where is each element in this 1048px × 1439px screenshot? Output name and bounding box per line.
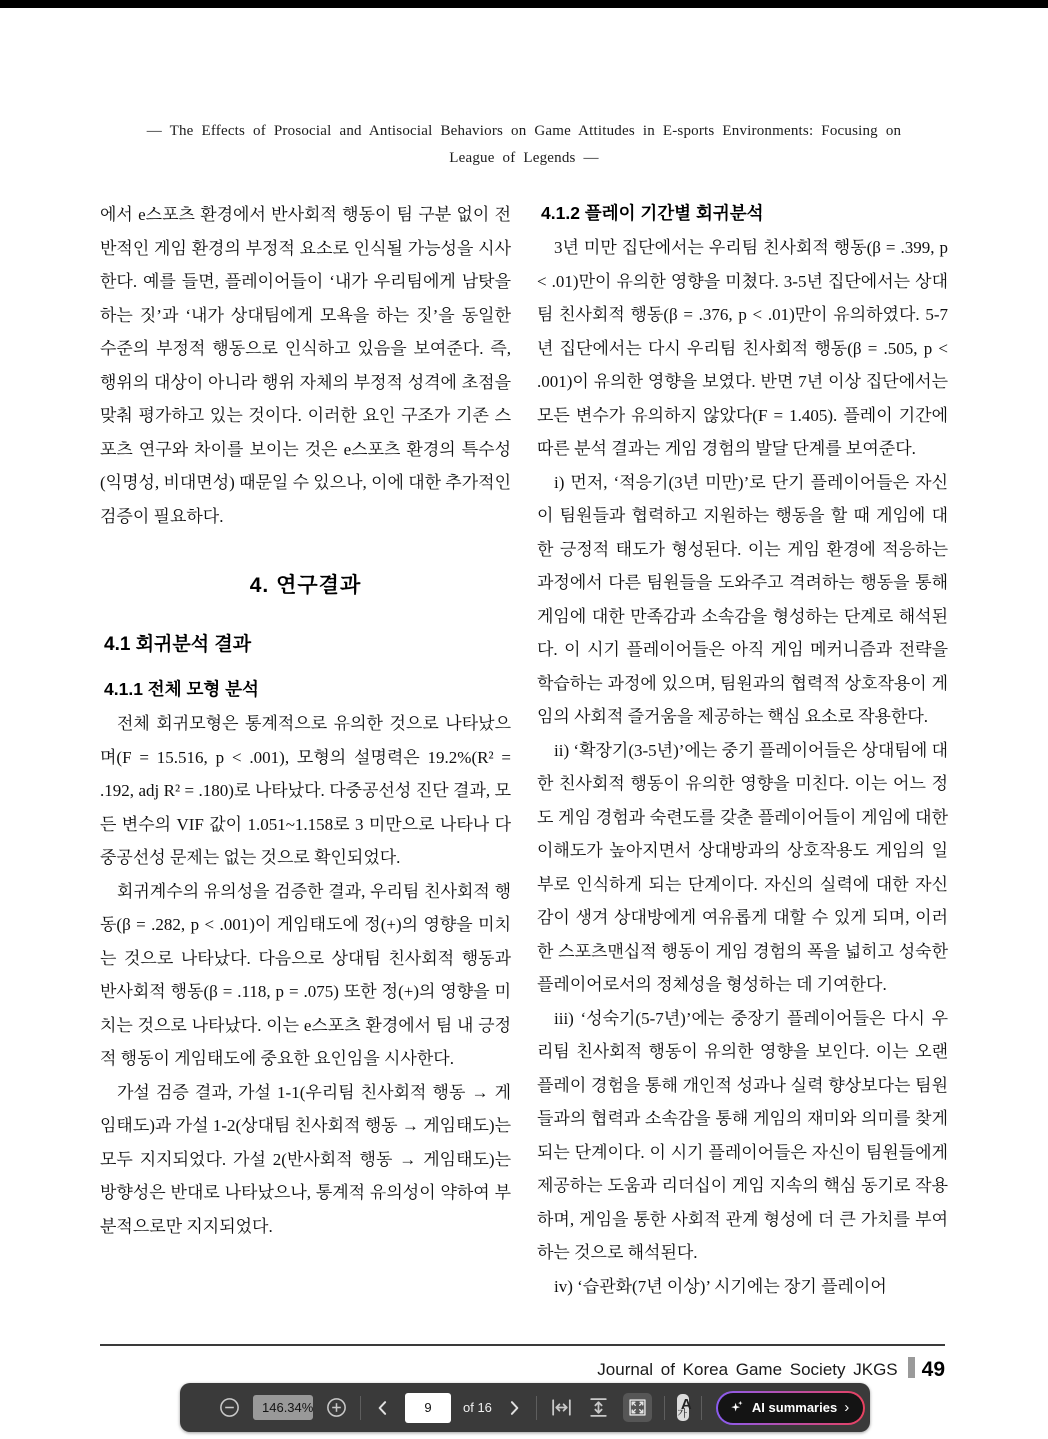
right-column bbox=[537, 198, 948, 1303]
footer-accent-bar bbox=[908, 1357, 915, 1378]
paragraph-full-model-1: 전체 회귀모형은 통계적으로 유의한 것으로 나타났으며(F = 15.516, p < .001), 모형의 설명력은 19.2%(R² = .192, adj R² = .180)로 나타났다. 다중공선성 진단 결과, 모든 변수의 VIF 값이 1.051~1.158로 3 미만으로 나타나 다중공선성 문제는 없는 것으로 확인되었다. bbox=[100, 714, 511, 867]
section-heading-results: 4. 연구결과 bbox=[249, 574, 362, 597]
toolbar-divider bbox=[701, 1396, 702, 1420]
running-head-line2: League of Legends — bbox=[449, 150, 599, 166]
paragraph-stage-habituation: iv) ‘습관화(7년 이상)’ 시기에는 장기 플레이어 bbox=[554, 1276, 887, 1296]
toolbar-divider bbox=[664, 1396, 665, 1420]
paragraph-stage-expansion: ii) ‘확장기(3-5년)’에는 중기 플레이어들은 상대팀에 대한 친사회적 행동이 유의한 영향을 미친다. 이는 어느 정도 게임 경험과 숙련도를 갖춘 플레이어들이 게임에 대한 이해도가 높아지면서 상대방과의 상호작용도 게임의 일부로 인식하게 되는 단계이다. 자신의 실력에 대한 자신감이 생겨 상대방에게 여유롭게 대할 수 있게 되며, 이러한 스포츠맨십적 행동이 게임 경험의 폭을 넓히고 성숙한 플레이어로서의 정체성을 형성하는 데 기여한다. bbox=[537, 740, 948, 994]
chevron-left-icon bbox=[373, 1398, 393, 1418]
page-number-input[interactable] bbox=[405, 1393, 451, 1423]
fit-height-icon bbox=[586, 1395, 611, 1420]
fit-width-button[interactable] bbox=[549, 1395, 574, 1420]
chevron-right-small-icon: › bbox=[844, 1399, 850, 1416]
toolbar-divider bbox=[536, 1396, 537, 1420]
left-column bbox=[100, 198, 511, 1303]
paragraph-period-results: 3년 미만 집단에서는 우리팀 친사회적 행동(β = .399, p < .01)만이 유의한 영향을 미쳤다. 3-5년 집단에서는 상대팀 친사회적 행동(β = .376, p < .01)만이 유의하였다. 5-7년 집단에서는 다시 우리팀 친사회적 행동(β = .505, p < .001)이 유의한 영향을 보였다. 반면 7년 이상 집단에서는 모든 변수가 유의하지 않았다(F = 1.405). 플레이 기간에 따른 분석 결과는 게임 경험의 발달 단계를 보여준다. bbox=[537, 238, 948, 458]
top-window-bar bbox=[0, 0, 1048, 8]
subsection-heading-regression: 4.1 회귀분석 결과 bbox=[104, 634, 252, 655]
translate-button[interactable] bbox=[677, 1394, 692, 1421]
zoom-in-button[interactable] bbox=[325, 1396, 348, 1419]
subsubsection-heading-play-period: 4.1.2 플레이 기간별 회귀분석 bbox=[541, 203, 764, 223]
page-footer bbox=[100, 1344, 945, 1382]
paragraph-continuation: 에서 e스포츠 환경에서 반사회적 행동이 팀 구분 없이 전반적인 게임 환경의 부정적 요소로 인식될 가능성을 시사한다. 예를 들면, 플레이어들이 ‘내가 우리팀에게 남탓을 하는 짓’과 ‘내가 상대팀에게 모욕을 하는 짓’을 동일한 수준의 부정적 행동으로 인식하고 있음을 보여준다. 즉, 행위의 대상이 아니라 행위 자체의 부정적 성격에 초점을 맞춰 평가하고 있는 것이다. 이러한 요인 구조가 기존 스포츠 연구와 차이를 보이는 것은 e스포츠 환경의 특수성(익명성, 비대면성) 때문일 수 있으나, 이에 대한 추가적인 검증이 필요하다. bbox=[100, 205, 511, 526]
paragraph-stage-adaptation: i) 먼저, ‘적응기(3년 미만)’로 단기 플레이어들은 자신이 팀원들과 협력하고 지원하는 행동을 할 때 게임에 대한 긍정적 태도가 형성된다. 이는 게임 환경에 적응하는 과정에서 다른 팀원들을 도와주고 격려하는 행동을 통해 게임에 대한 만족감과 소속감을 형성하는 단계로 해석된다. 이 시기 플레이어들은 아직 게임 메커니즘과 전략을 학습하는 과정에 있으며, 팀원과의 협력적 상호작용이 게임의 사회적 즐거움을 제공하는 핵심 요소로 작용한다. bbox=[537, 472, 948, 726]
two-column-body bbox=[0, 198, 1048, 1303]
previous-page-button[interactable] bbox=[373, 1398, 393, 1418]
translate-icon: A bbox=[680, 1396, 692, 1413]
plus-circle-icon bbox=[325, 1396, 348, 1419]
sparkle-icon bbox=[730, 1399, 745, 1417]
subsubsection-heading-full-model: 4.1.1 전체 모형 분석 bbox=[104, 679, 259, 699]
zoom-out-button[interactable] bbox=[218, 1396, 241, 1419]
paragraph-hypotheses: 가설 검증 결과, 가설 1-1(우리팀 친사회적 행동 → 게임태도)과 가설 1-2(상대팀 친사회적 행동 → 게임태도)는 모두 지지되었다. 가설 2(반사회적 행동 → 게임태도)는 방향성은 반대로 나타났으나, 통계적 유의성이 약하여 부분적으로만 지지되었다. bbox=[100, 1082, 511, 1236]
fullscreen-icon bbox=[627, 1397, 648, 1418]
translate-hangul-label: 가 bbox=[677, 1409, 687, 1420]
running-head-line1: — The Effects of Prosocial and Antisocial Behaviors on Game Attitudes in E-sports Environments: Focusing on bbox=[146, 123, 902, 139]
ai-summaries-button[interactable] bbox=[716, 1391, 865, 1425]
minus-circle-icon bbox=[218, 1396, 241, 1419]
journal-name: Journal of Korea Game Society JKGS bbox=[597, 1359, 898, 1379]
running-head bbox=[80, 118, 968, 172]
fullscreen-button[interactable] bbox=[623, 1393, 652, 1422]
next-page-button[interactable] bbox=[504, 1398, 524, 1418]
fit-height-button[interactable] bbox=[586, 1395, 611, 1420]
fit-width-icon bbox=[549, 1395, 574, 1420]
ai-summaries-label: AI summaries bbox=[751, 1400, 838, 1415]
chevron-right-icon bbox=[504, 1398, 524, 1418]
page-number: 49 bbox=[921, 1357, 945, 1381]
toolbar-divider bbox=[360, 1396, 361, 1420]
page-count-label: of 16 bbox=[463, 1400, 492, 1415]
paragraph-full-model-2: 회귀계수의 유의성을 검증한 결과, 우리팀 친사회적 행동(β = .282, p < .001)이 게임태도에 정(+)의 영향을 미치는 것으로 나타났다. 다음으로 상대팀 친사회적 행동과 반사회적 행동(β = .118, p = .075) 또한 정(+)의 영향을 미치는 것으로 나타났다. 이는 e스포츠 환경에서 팀 내 긍정적 행동이 게임태도에 중요한 요인임을 시사한다. bbox=[100, 881, 511, 1068]
paragraph-stage-maturity: iii) ‘성숙기(5-7년)’에는 중장기 플레이어들은 다시 우리팀 친사회적 행동이 유의한 영향을 보인다. 이는 오랜 플레이 경험을 통해 개인적 성과나 실력 향상보다는 팀원들과의 협력과 소속감을 통해 게임의 재미와 의미를 찾게 되는 단계이다. 이 시기 플레이어들은 자신이 팀원들에게 제공하는 도움과 리더십이 게임 지속의 핵심 동기로 작용하며, 게임을 통한 사회적 관계 형성에 더 큰 가치를 부여하는 것으로 해석된다. bbox=[537, 1008, 948, 1262]
zoom-level-value[interactable]: 146.34% bbox=[253, 1395, 313, 1420]
pdf-toolbar bbox=[180, 1383, 870, 1432]
